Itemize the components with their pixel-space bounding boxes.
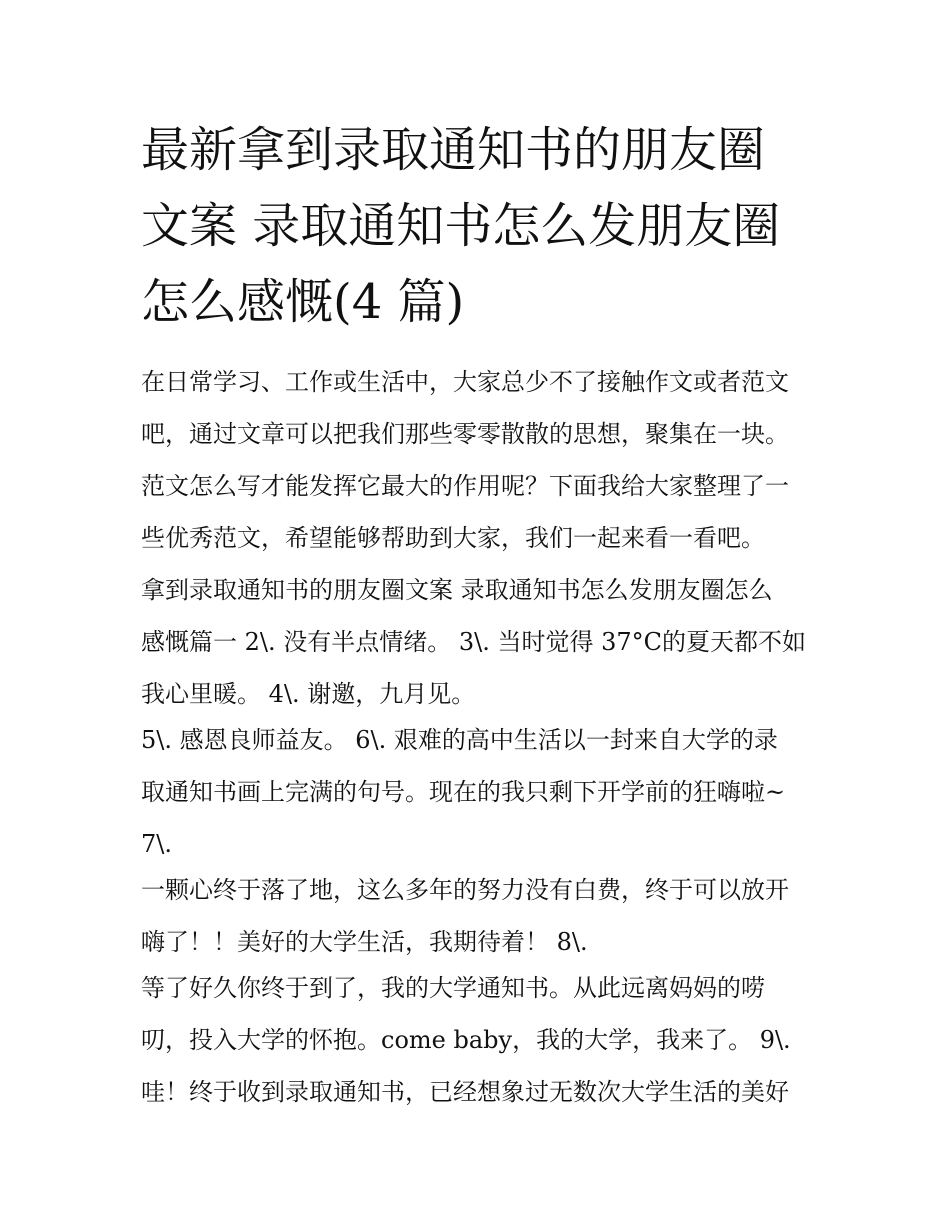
- document-title: [141, 112, 821, 340]
- body-line: 一颗心终于落了地，这么多年的努力没有白费，终于可以放开: [141, 876, 789, 904]
- body-line: 叨，投入大学的怀抱。come baby，我的大学，我来了。 9\.: [141, 1026, 791, 1054]
- body-line: 哇！终于收到录取通知书，已经想象过无数次大学生活的美好: [141, 1078, 789, 1106]
- title-line: 最新拿到录取通知书的朋友圈: [141, 122, 766, 178]
- body-line: 些优秀范文，希望能够帮助到大家，我们一起来看一看吧。: [141, 524, 765, 552]
- body-line: 范文怎么写才能发挥它最大的作用呢？下面我给大家整理了一: [141, 472, 789, 500]
- body-line: 5\. 感恩良师益友。 6\. 艰难的高中生活以一封来自大学的录: [141, 726, 778, 754]
- body-line: 在日常学习、工作或生活中，大家总少不了接触作文或者范文: [141, 368, 789, 396]
- body-line: 嗨了！！美好的大学生活，我期待着！ 8\.: [141, 928, 588, 956]
- body-line: 吧，通过文章可以把我们那些零零散散的思想，聚集在一块。: [141, 420, 789, 448]
- body-line: 我心里暖。 4\. 谢邀，九月见。: [141, 680, 476, 708]
- title-line: 文案 录取通知书怎么发朋友圈: [141, 198, 781, 254]
- title-line: 怎么感慨(4 篇): [141, 274, 465, 330]
- body-line: 取通知书画上完满的句号。现在的我只剩下开学前的狂嗨啦~: [141, 778, 786, 806]
- body-line: 拿到录取通知书的朋友圈文案 录取通知书怎么发朋友圈怎么: [141, 576, 773, 604]
- body-line: 感慨篇一 2\. 没有半点情绪。 3\. 当时觉得 37°C的夏天都不如: [141, 628, 807, 656]
- document-body: [141, 356, 821, 1118]
- body-line: 等了好久你终于到了，我的大学通知书。从此远离妈妈的唠: [141, 974, 765, 1002]
- body-line: 7\.: [141, 830, 172, 858]
